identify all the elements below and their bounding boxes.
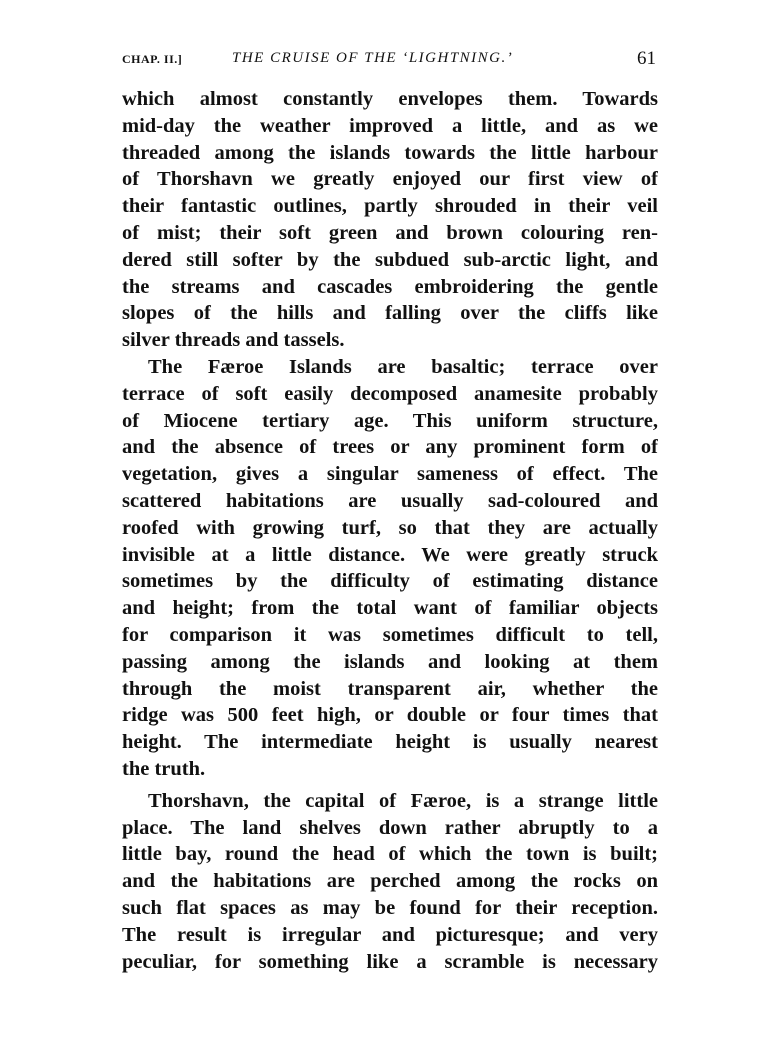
chapter-label: CHAP. II.] <box>122 52 183 66</box>
text-line: of Miocene tertiary age. This uniform structure, <box>122 409 658 432</box>
text-line: sometimes by the difficulty of estimating distance <box>122 570 658 593</box>
text-line: of mist; their soft green and brown colouring ren- <box>122 221 658 244</box>
text-line: threaded among the islands towards the little harbour <box>122 141 658 164</box>
text-line: of Thorshavn we greatly enjoyed our first view of <box>122 168 658 191</box>
text-line: little bay, round the head of which the town is built; <box>122 843 658 866</box>
text-line: silver threads and tassels. <box>122 329 345 352</box>
text-line: slopes of the hills and falling over the cliffs like <box>122 302 658 325</box>
text-line: mid-day the weather improved a little, and as we <box>122 114 658 137</box>
text-line: invisible at a little distance. We were greatly struck <box>122 543 658 566</box>
text-line: The Færoe Islands are basaltic; terrace over <box>148 355 658 378</box>
paragraph-2 <box>122 354 658 783</box>
text-line: place. The land shelves down rather abruptly to a <box>122 816 658 839</box>
text-line: scattered habitations are usually sad-coloured and <box>122 489 658 512</box>
text-line: height. The intermediate height is usually nearest <box>122 731 658 754</box>
text-line: and height; from the total want of familiar objects <box>122 597 658 620</box>
text-line: through the moist transparent air, whether the <box>122 677 658 700</box>
body-text <box>122 86 658 975</box>
text-line: the truth. <box>122 757 206 780</box>
text-line: vegetation, gives a singular sameness of effect. The <box>122 463 658 486</box>
text-line: Thorshavn, the capital of Færoe, is a strange little <box>148 789 658 812</box>
running-head <box>122 48 656 72</box>
text-line: such flat spaces as may be found for their reception. <box>122 896 658 919</box>
text-line: peculiar, for something like a scramble is necessary <box>122 950 658 973</box>
running-title: THE CRUISE OF THE ‘LIGHTNING.’ <box>232 50 514 66</box>
page-number: 61 <box>637 48 656 69</box>
text-line: dered still softer by the subdued sub-arctic light, and <box>122 248 658 271</box>
text-line: ridge was 500 feet high, or double or four times that <box>122 704 658 727</box>
text-line: terrace of soft easily decomposed anamesite probably <box>122 382 658 405</box>
paragraph-3 <box>122 788 658 976</box>
paragraph-1 <box>122 86 658 354</box>
text-line: passing among the islands and looking at them <box>122 650 658 673</box>
text-line: their fantastic outlines, partly shrouded in their veil <box>122 195 658 218</box>
text-line: The result is irregular and picturesque; and very <box>122 923 658 946</box>
text-line: and the absence of trees or any prominent form of <box>122 436 658 459</box>
text-line: for comparison it was sometimes difficult to tell, <box>122 623 658 646</box>
text-line: roofed with growing turf, so that they are actually <box>122 516 658 539</box>
text-line: which almost constantly envelopes them. Towards <box>122 88 658 110</box>
text-line: and the habitations are perched among the rocks on <box>122 870 658 893</box>
text-line: the streams and cascades embroidering the gentle <box>122 275 658 298</box>
